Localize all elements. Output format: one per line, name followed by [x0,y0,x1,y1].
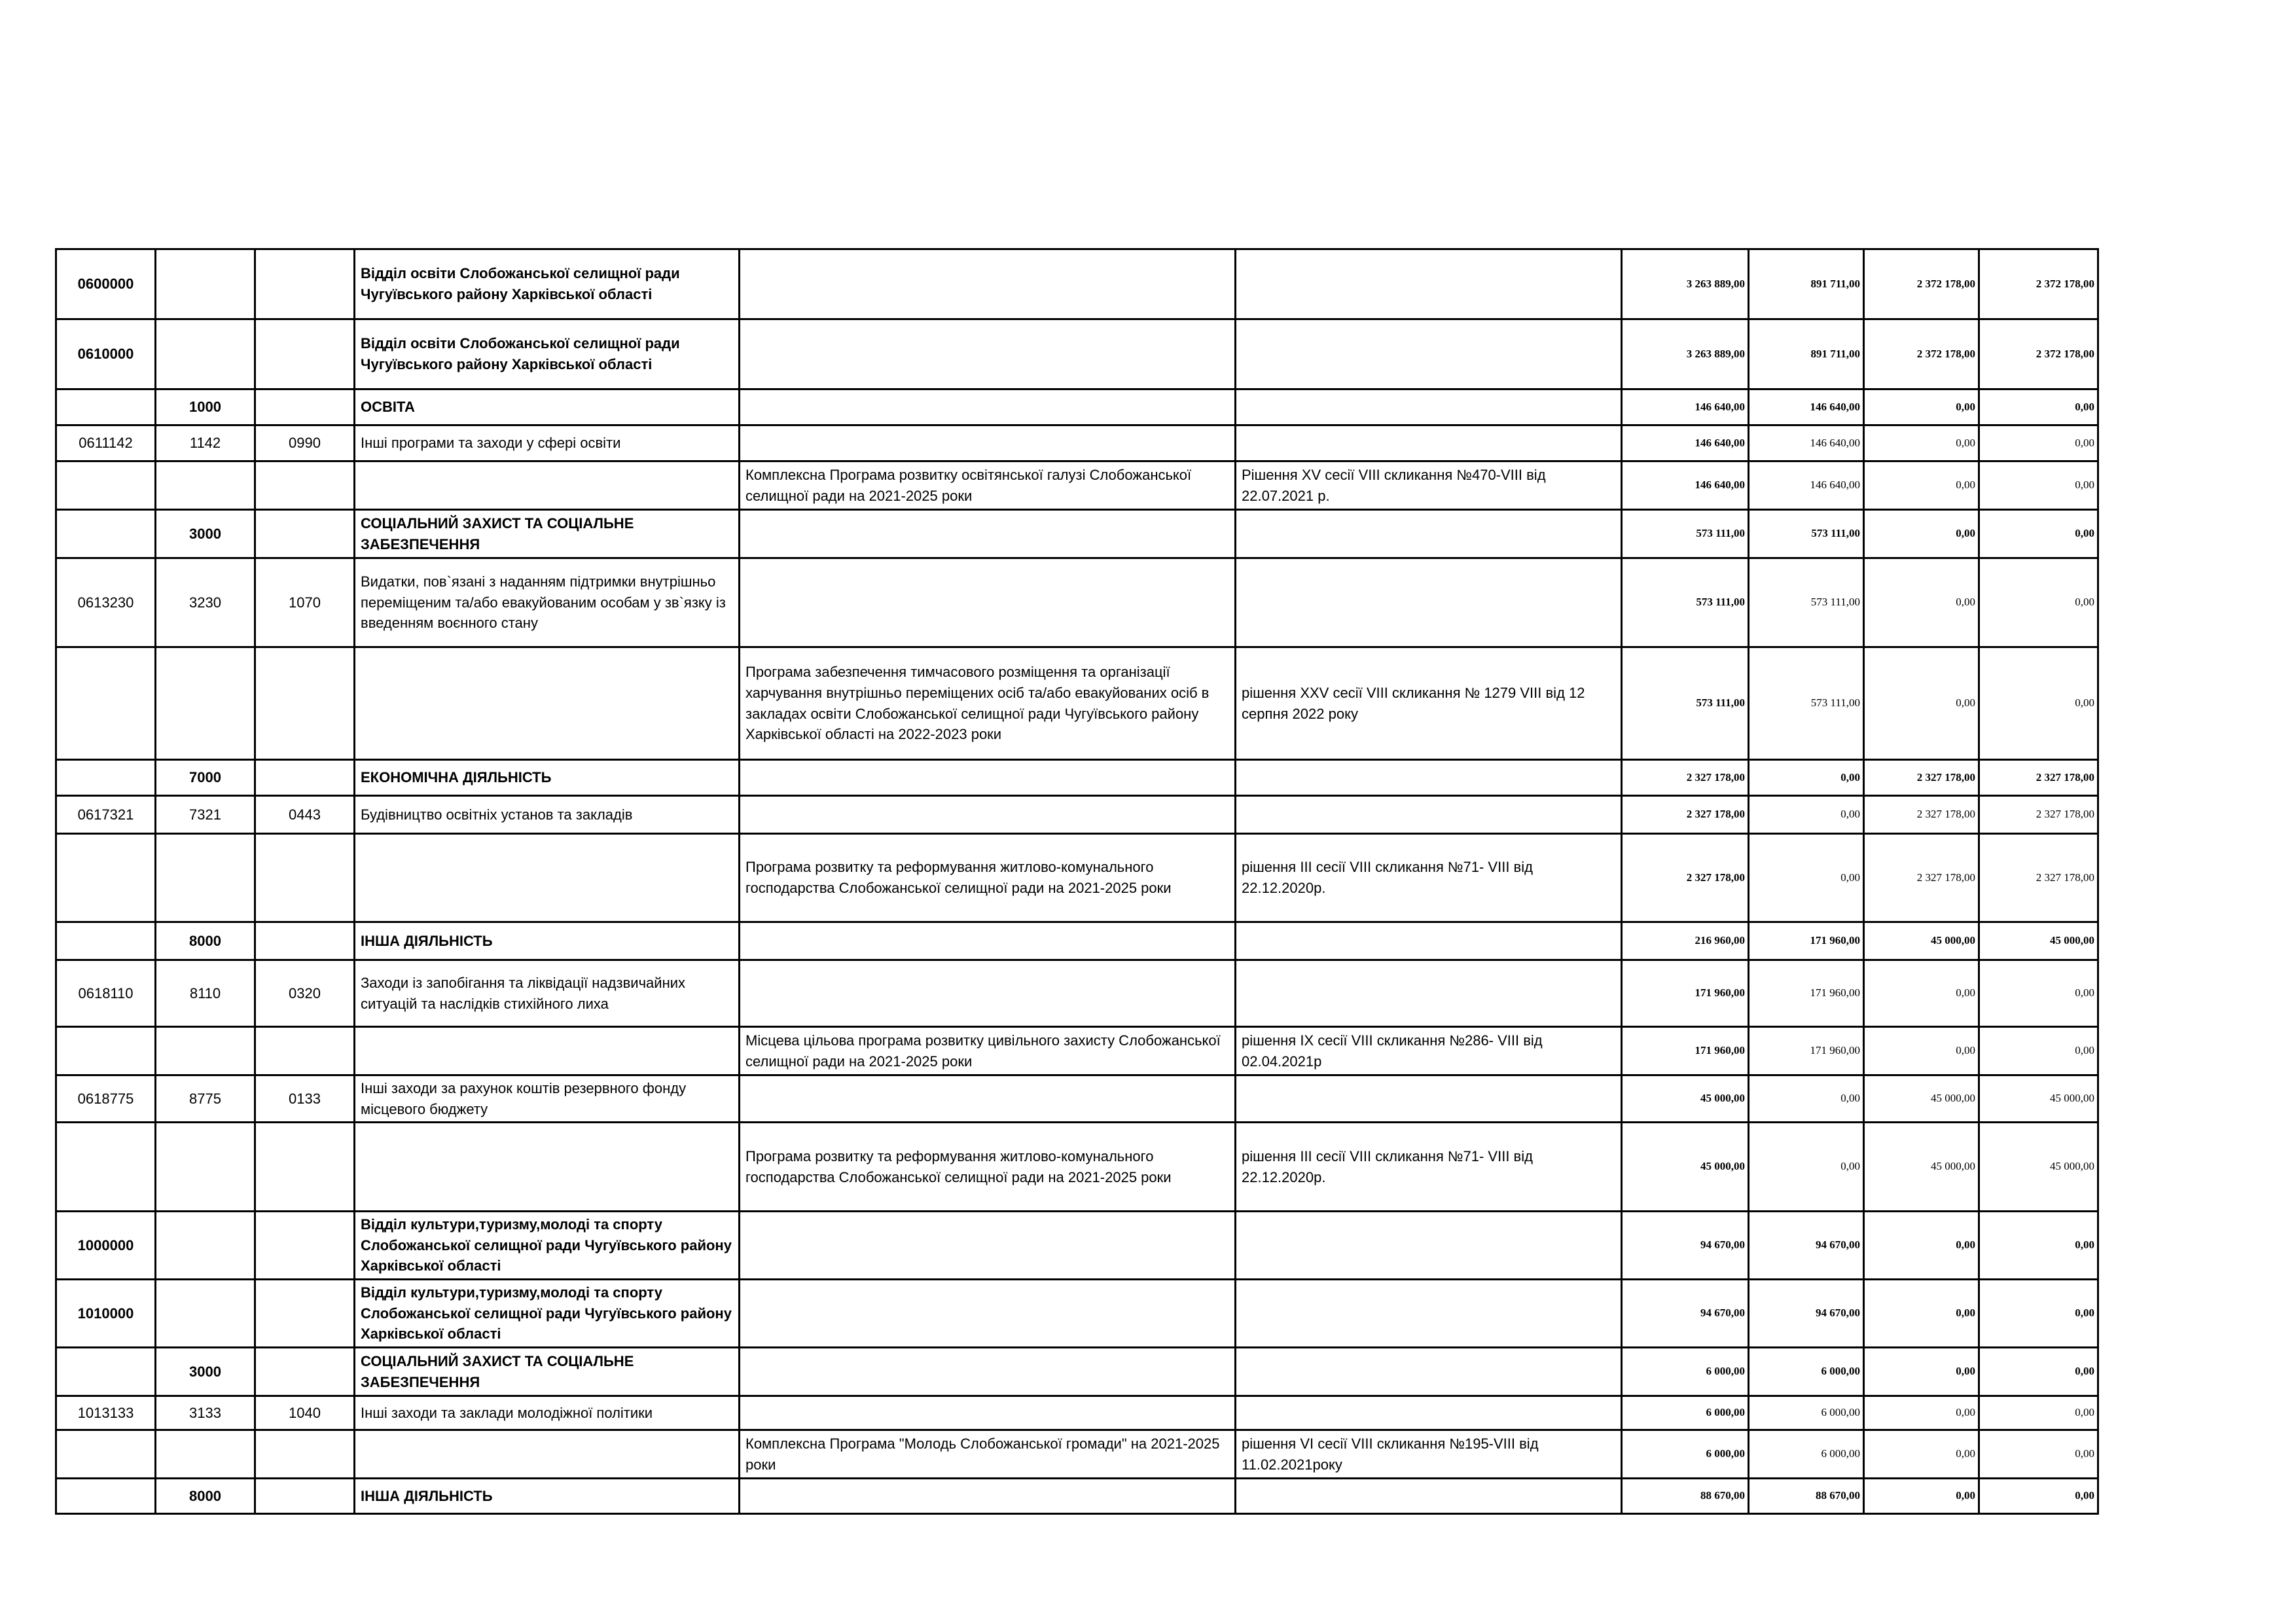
general-fund: 171 960,00 [1749,922,1864,960]
total-amount: 146 640,00 [1622,461,1749,510]
total-amount: 2 327 178,00 [1622,796,1749,834]
classification-code [255,922,355,960]
decision: рішення III сесії VIII скликання №71- VIII від 22.12.2020р. [1236,834,1622,922]
table-row [56,319,2098,389]
local-program [740,796,1236,834]
total-amount: 3 263 889,00 [1622,249,1749,319]
special-fund: 45 000,00 [1864,1123,1979,1212]
program-name: Відділ освіти Слобожанської селищної ради Чугуївського району Харківської області [355,249,740,319]
functional-code: 7321 [156,796,255,834]
total-amount: 2 327 178,00 [1622,760,1749,796]
special-fund: 0,00 [1864,1430,1979,1479]
special-fund: 0,00 [1864,461,1979,510]
program-name: ОСВІТА [355,389,740,425]
development-budget: 2 327 178,00 [1979,796,2098,834]
program-code [56,760,156,796]
program-code [56,389,156,425]
development-budget: 2 372 178,00 [1979,249,2098,319]
table-row [56,960,2098,1027]
classification-code [255,319,355,389]
classification-code [255,389,355,425]
functional-code [156,647,255,760]
table-row [56,1348,2098,1396]
total-amount: 171 960,00 [1622,1027,1749,1075]
functional-code [156,1212,255,1280]
local-program [740,1212,1236,1280]
program-code [56,647,156,760]
general-fund: 171 960,00 [1749,1027,1864,1075]
classification-code [255,760,355,796]
total-amount: 146 640,00 [1622,389,1749,425]
table-row [56,558,2098,647]
program-code: 1010000 [56,1280,156,1348]
table-row [56,796,2098,834]
table-row [56,1280,2098,1348]
decision [1236,510,1622,558]
decision [1236,389,1622,425]
program-code: 0618775 [56,1075,156,1123]
decision [1236,796,1622,834]
program-code: 0611142 [56,425,156,461]
local-program: Місцева цільова програма розвитку цивільного захисту Слобожанської селищної ради на 2021-2025 роки [740,1027,1236,1075]
program-code: 0617321 [56,796,156,834]
total-amount: 45 000,00 [1622,1123,1749,1212]
program-name: Відділ освіти Слобожанської селищної ради Чугуївського району Харківської області [355,319,740,389]
table-row [56,1123,2098,1212]
decision [1236,425,1622,461]
program-name: Будівництво освітніх установ та закладів [355,796,740,834]
functional-code [156,461,255,510]
general-fund: 0,00 [1749,796,1864,834]
total-amount: 216 960,00 [1622,922,1749,960]
program-name: ІНША ДІЯЛЬНІСТЬ [355,922,740,960]
program-name [355,834,740,922]
classification-code: 0320 [255,960,355,1027]
program-name: СОЦІАЛЬНИЙ ЗАХИСТ ТА СОЦІАЛЬНЕ ЗАБЕЗПЕЧЕННЯ [355,1348,740,1396]
development-budget: 0,00 [1979,1348,2098,1396]
general-fund: 0,00 [1749,834,1864,922]
functional-code: 8000 [156,1479,255,1514]
local-program [740,510,1236,558]
program-code: 0613230 [56,558,156,647]
table-row [56,389,2098,425]
special-fund: 2 327 178,00 [1864,796,1979,834]
program-code: 0600000 [56,249,156,319]
total-amount: 3 263 889,00 [1622,319,1749,389]
table-row [56,510,2098,558]
program-name: ІНША ДІЯЛЬНІСТЬ [355,1479,740,1514]
table-row [56,461,2098,510]
program-code [56,1430,156,1479]
functional-code: 8000 [156,922,255,960]
special-fund: 0,00 [1864,1348,1979,1396]
classification-code: 0443 [255,796,355,834]
functional-code: 3230 [156,558,255,647]
development-budget: 2 327 178,00 [1979,834,2098,922]
development-budget: 0,00 [1979,1396,2098,1430]
development-budget: 45 000,00 [1979,922,2098,960]
decision [1236,1396,1622,1430]
decision [1236,1479,1622,1514]
special-fund: 2 327 178,00 [1864,834,1979,922]
special-fund: 0,00 [1864,1212,1979,1280]
program-code [56,1123,156,1212]
development-budget: 0,00 [1979,647,2098,760]
development-budget: 2 372 178,00 [1979,319,2098,389]
special-fund: 0,00 [1864,389,1979,425]
program-name: Видатки, пов`язані з наданням підтримки внутрішньо переміщеним та/або евакуйованим особам у зв`язку із введенням воєнного стану [355,558,740,647]
special-fund: 0,00 [1864,1027,1979,1075]
special-fund: 0,00 [1864,425,1979,461]
local-program [740,1396,1236,1430]
special-fund: 0,00 [1864,1280,1979,1348]
decision [1236,1212,1622,1280]
decision: рішення IX сесії VIII скликання №286- VIII від 02.04.2021р [1236,1027,1622,1075]
table-row [56,1027,2098,1075]
classification-code [255,1212,355,1280]
program-code: 1000000 [56,1212,156,1280]
functional-code: 3133 [156,1396,255,1430]
special-fund: 0,00 [1864,1396,1979,1430]
program-code [56,1479,156,1514]
classification-code [255,1027,355,1075]
program-name: Заходи із запобігання та ліквідації надзвичайних ситуацій та наслідків стихійного лиха [355,960,740,1027]
decision [1236,1348,1622,1396]
table-row [56,760,2098,796]
general-fund: 6 000,00 [1749,1348,1864,1396]
decision: рішення III сесії VIII скликання №71- VIII від 22.12.2020р. [1236,1123,1622,1212]
special-fund: 2 372 178,00 [1864,319,1979,389]
program-name: ЕКОНОМІЧНА ДІЯЛЬНІСТЬ [355,760,740,796]
table-row [56,425,2098,461]
total-amount: 6 000,00 [1622,1430,1749,1479]
general-fund: 573 111,00 [1749,510,1864,558]
general-fund: 171 960,00 [1749,960,1864,1027]
general-fund: 891 711,00 [1749,249,1864,319]
functional-code: 3000 [156,1348,255,1396]
functional-code [156,319,255,389]
development-budget: 0,00 [1979,960,2098,1027]
table-row [56,1430,2098,1479]
classification-code [255,1123,355,1212]
general-fund: 6 000,00 [1749,1396,1864,1430]
development-budget: 45 000,00 [1979,1075,2098,1123]
local-program [740,249,1236,319]
program-code [56,922,156,960]
general-fund: 0,00 [1749,1075,1864,1123]
table-row [56,249,2098,319]
decision: рішення XXV сесії VIII скликання № 1279 VIII від 12 серпня 2022 року [1236,647,1622,760]
special-fund: 45 000,00 [1864,922,1979,960]
total-amount: 2 327 178,00 [1622,834,1749,922]
local-program [740,1479,1236,1514]
program-name [355,461,740,510]
classification-code [255,461,355,510]
local-program [740,922,1236,960]
functional-code [156,1027,255,1075]
program-code: 0610000 [56,319,156,389]
development-budget: 0,00 [1979,510,2098,558]
total-amount: 573 111,00 [1622,558,1749,647]
classification-code: 0133 [255,1075,355,1123]
table-row [56,922,2098,960]
classification-code [255,510,355,558]
functional-code: 1000 [156,389,255,425]
functional-code: 1142 [156,425,255,461]
functional-code [156,249,255,319]
decision [1236,249,1622,319]
classification-code [255,1479,355,1514]
general-fund: 6 000,00 [1749,1430,1864,1479]
total-amount: 6 000,00 [1622,1396,1749,1430]
functional-code: 7000 [156,760,255,796]
local-program: Програма забезпечення тимчасового розміщення та організації харчування внутрішньо переміщених осіб та/або евакуйованих осіб в закладах освіти Слобожанської селищної ради Чугуївського району Харківської області на 2022-2023 роки [740,647,1236,760]
general-fund: 0,00 [1749,1123,1864,1212]
general-fund: 0,00 [1749,760,1864,796]
development-budget: 0,00 [1979,558,2098,647]
local-program [740,425,1236,461]
decision [1236,960,1622,1027]
decision [1236,922,1622,960]
functional-code: 8775 [156,1075,255,1123]
development-budget: 45 000,00 [1979,1123,2098,1212]
decision [1236,760,1622,796]
general-fund: 146 640,00 [1749,389,1864,425]
total-amount: 45 000,00 [1622,1075,1749,1123]
table-row [56,1075,2098,1123]
special-fund: 0,00 [1864,1479,1979,1514]
special-fund: 0,00 [1864,647,1979,760]
development-budget: 0,00 [1979,1430,2098,1479]
general-fund: 146 640,00 [1749,425,1864,461]
development-budget: 0,00 [1979,461,2098,510]
program-name [355,1430,740,1479]
total-amount: 171 960,00 [1622,960,1749,1027]
local-program [740,389,1236,425]
development-budget: 0,00 [1979,1212,2098,1280]
functional-code: 3000 [156,510,255,558]
local-program [740,319,1236,389]
total-amount: 573 111,00 [1622,510,1749,558]
classification-code: 1070 [255,558,355,647]
program-code: 1013133 [56,1396,156,1430]
special-fund: 2 327 178,00 [1864,760,1979,796]
general-fund: 891 711,00 [1749,319,1864,389]
special-fund: 0,00 [1864,960,1979,1027]
program-name: Відділ культури,туризму,молоді та спорту Слобожанської селищної ради Чугуївського району Харківської області [355,1280,740,1348]
total-amount: 88 670,00 [1622,1479,1749,1514]
general-fund: 573 111,00 [1749,647,1864,760]
program-code [56,510,156,558]
table-row [56,1212,2098,1280]
local-program [740,960,1236,1027]
program-name [355,1123,740,1212]
classification-code: 0990 [255,425,355,461]
total-amount: 6 000,00 [1622,1348,1749,1396]
decision [1236,319,1622,389]
program-name: СОЦІАЛЬНИЙ ЗАХИСТ ТА СОЦІАЛЬНЕ ЗАБЕЗПЕЧЕННЯ [355,510,740,558]
local-program: Комплексна Програма "Молодь Слобожанської громади" на 2021-2025 роки [740,1430,1236,1479]
program-code [56,461,156,510]
decision [1236,1280,1622,1348]
functional-code [156,1280,255,1348]
special-fund: 2 372 178,00 [1864,249,1979,319]
functional-code [156,834,255,922]
development-budget: 0,00 [1979,1280,2098,1348]
program-code [56,1348,156,1396]
classification-code [255,1280,355,1348]
total-amount: 94 670,00 [1622,1212,1749,1280]
general-fund: 573 111,00 [1749,558,1864,647]
classification-code [255,834,355,922]
development-budget: 0,00 [1979,1027,2098,1075]
total-amount: 573 111,00 [1622,647,1749,760]
local-program [740,760,1236,796]
general-fund: 88 670,00 [1749,1479,1864,1514]
program-name: Відділ культури,туризму,молоді та спорту Слобожанської селищної ради Чугуївського району Харківської області [355,1212,740,1280]
functional-code [156,1430,255,1479]
program-name [355,647,740,760]
program-code [56,834,156,922]
special-fund: 45 000,00 [1864,1075,1979,1123]
functional-code: 8110 [156,960,255,1027]
decision: рішення VI сесії VIII скликання №195-VIII від 11.02.2021року [1236,1430,1622,1479]
table-row [56,1479,2098,1514]
general-fund: 94 670,00 [1749,1212,1864,1280]
total-amount: 94 670,00 [1622,1280,1749,1348]
budget-programs-table [55,248,2099,1515]
development-budget: 0,00 [1979,389,2098,425]
decision: Рішення XV сесії VIII скликання №470-VIII від 22.07.2021 р. [1236,461,1622,510]
classification-code [255,1348,355,1396]
program-code [56,1027,156,1075]
table-row [56,647,2098,760]
local-program: Програма розвитку та реформування житлово-комунального господарства Слобожанської селищної ради на 2021-2025 роки [740,834,1236,922]
classification-code: 1040 [255,1396,355,1430]
classification-code [255,647,355,760]
local-program: Комплексна Програма розвитку освітянської галузі Слобожанської селищної ради на 2021-2025 роки [740,461,1236,510]
program-name: Інші програми та заходи у сфері освіти [355,425,740,461]
decision [1236,558,1622,647]
general-fund: 94 670,00 [1749,1280,1864,1348]
local-program [740,1075,1236,1123]
special-fund: 0,00 [1864,558,1979,647]
development-budget: 0,00 [1979,425,2098,461]
classification-code [255,249,355,319]
program-name: Інші заходи за рахунок коштів резервного фонду місцевого бюджету [355,1075,740,1123]
local-program [740,1280,1236,1348]
program-name [355,1027,740,1075]
table-row [56,834,2098,922]
development-budget: 0,00 [1979,1479,2098,1514]
program-name: Інші заходи та заклади молодіжної політики [355,1396,740,1430]
functional-code [156,1123,255,1212]
local-program [740,558,1236,647]
total-amount: 146 640,00 [1622,425,1749,461]
table-row [56,1396,2098,1430]
local-program [740,1348,1236,1396]
special-fund: 0,00 [1864,510,1979,558]
general-fund: 146 640,00 [1749,461,1864,510]
classification-code [255,1430,355,1479]
local-program: Програма розвитку та реформування житлово-комунального господарства Слобожанської селищної ради на 2021-2025 роки [740,1123,1236,1212]
development-budget: 2 327 178,00 [1979,760,2098,796]
program-code: 0618110 [56,960,156,1027]
decision [1236,1075,1622,1123]
